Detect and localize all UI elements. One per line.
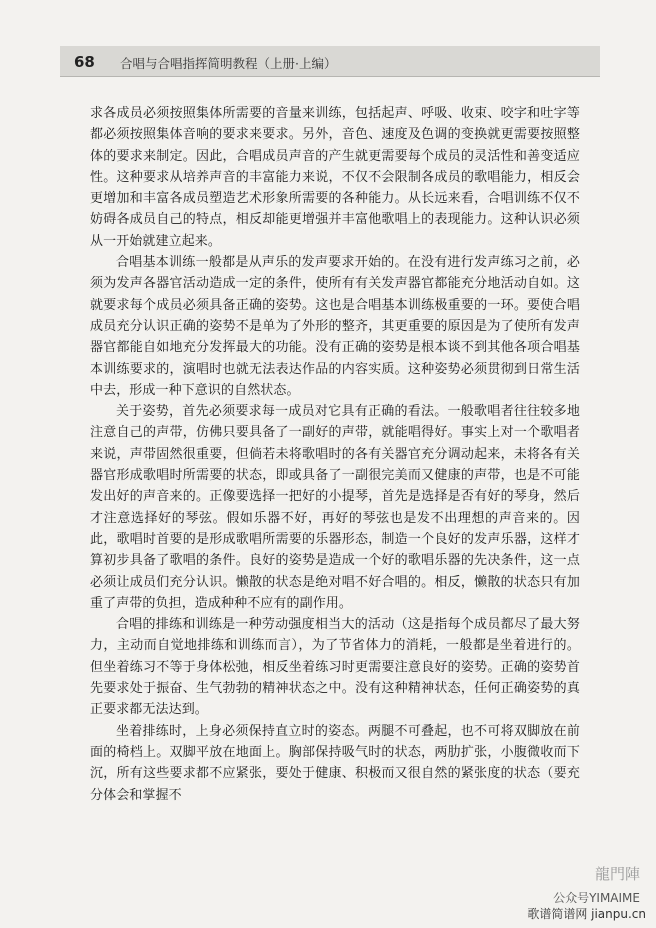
footer-account: 公众号YIMAIME xyxy=(553,891,640,905)
footer-site: 歌谱简谱网 jianpu.cn xyxy=(527,907,646,921)
page-header xyxy=(60,46,600,77)
paragraph: 合唱的排练和训练是一种劳动强度相当大的活动（这是指每个成员都尽了最大努力，主动而自觉地排练和训练而言），为了节省体力的消耗，一般都是坐着进行的。但坐着练习不等于身体松弛，相反坐着练习时更需要注意良好的姿势。正确的姿势首先要求处于振奋、生气勃勃的精神状态之中。没有这种精神状态，任何正确姿势的真正要求都无法达到。 xyxy=(90,617,580,718)
running-title: 合唱与合唱指挥简明教程（上册·上编） xyxy=(120,56,337,71)
paragraph: 合唱基本训练一般都是从声乐的发声要求开始的。在没有进行发声练习之前，必须为发声各器官活动造成一定的条件，使所有有关发声器官都能充分地活动自如。这就要求每个成员必须具备正确的姿势。这也是合唱基本训练极重要的一环。要使合唱成员充分认识正确的姿势不是单为了外形的整齐，其更重要的原因是为了使所有发声器官都能自如地充分发挥最大的功能。没有正确的姿势是根本谈不到其他各项合唱基本训练要求的，演唱时也就无法表达作品的内容实质。这种姿势必须贯彻到日常生活中去，形成一种下意识的自然状态。 xyxy=(90,255,580,398)
page-number: 68 xyxy=(74,53,95,71)
paragraph: 关于姿势，首先必须要求每一成员对它具有正确的看法。一般歌唱者往往较多地注意自己的声带，仿佛只要具备了一副好的声带，就能唱得好。事实上对一个歌唱者来说，声带固然很重要，但倘若未将歌唱时的各有关器官充分调动起来，未将各有关器官形成歌唱时所需要的状态，即或具备了一副很完美而又健康的声带，也是不可能发出好的声音来的。正像要选择一把好的小提琴，首先是选择是否有好的琴身，然后才注意选择好的琴弦。假如乐器不好，再好的琴弦也是发不出理想的声音来的。因此，歌唱时首要的是形成歌唱所需要的乐器形态，制造一个良好的发声乐器，这样才算初步具备了歌唱的条件。良好的姿势是造成一个好的歌唱乐器的先决条件，这一点必须让成员们充分认识。懒散的状态是绝对唱不好合唱的。相反，懒散的状态只有加重了声带的负担，造成种种不应有的副作用。 xyxy=(90,404,580,611)
paragraph: 坐着排练时，上身必须保持直立时的姿态。两腿不可叠起，也不可将双脚放在前面的椅档上。双脚平放在地面上。胸部保持吸气时的状态，两肋扩张，小腹微收而下沉，所有这些要求都不应紧张，要处于健康、积极而又很自然的紧张度的状态（要充分体会和掌握不 xyxy=(90,723,580,803)
watermark-logo: 龍門陣 xyxy=(594,865,640,883)
body-text xyxy=(90,103,580,806)
paragraph-continued: 求各成员必须按照集体所需要的音量来训练，包括起声、呼吸、收束、咬字和吐字等都必须按照集体音响的要求来要求。另外，音色、速度及色调的变换就更需要按照整体的要求来制定。因此，合唱成员声音的产生就更需要每个成员的灵活性和善变适应性。这种要求从培养声音的丰富能力来说，不仅不会限制各成员的歌唱能力，相反会更增加和丰富各成员塑造艺术形象所需要的各种能力。从长远来看，合唱训练不仅不妨碍各成员自己的特点，相反却能更增强并丰富他歌唱上的表现能力。这种认识必须从一开始就建立起来。 xyxy=(90,106,580,249)
